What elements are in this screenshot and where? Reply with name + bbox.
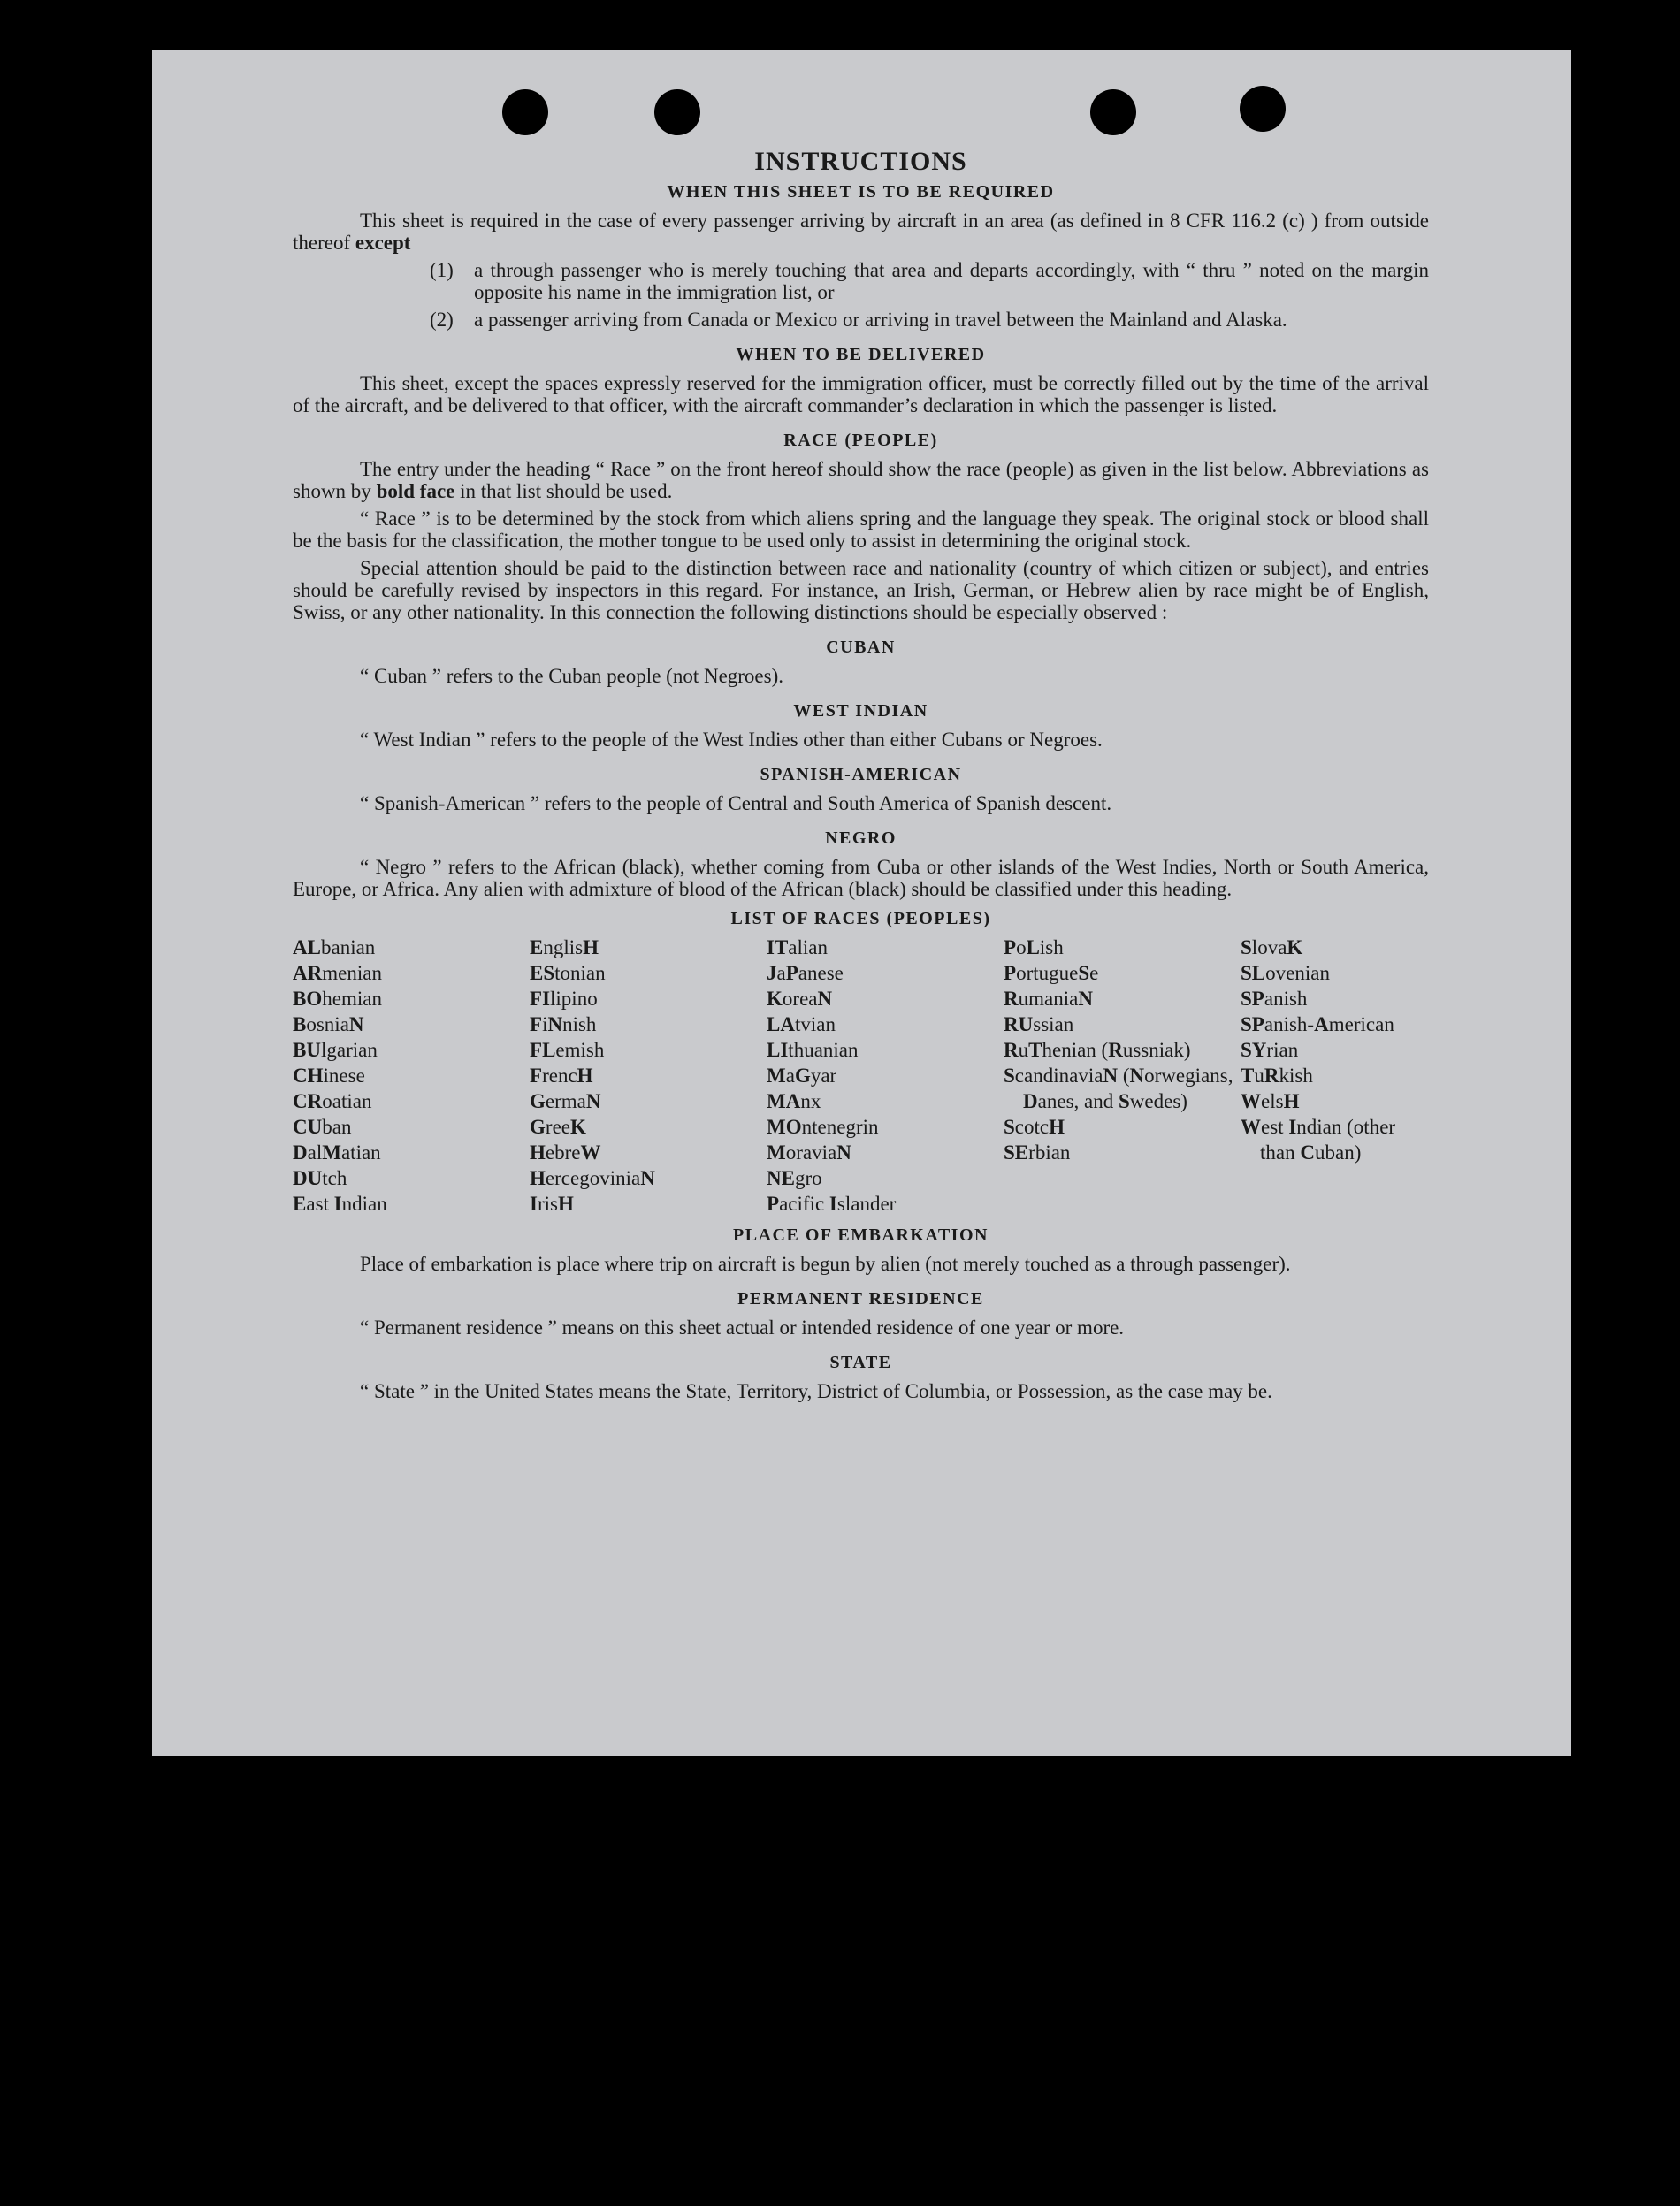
paragraph-race-1 [293,458,1429,502]
race-entry: KoreaN [767,988,833,1010]
race-entry: ScandinaviaN (Norwegians, Danes, and Swedes) [1004,1065,1233,1112]
race-entry: SlovaK [1241,936,1303,958]
race-entry: FiNnish [530,1013,597,1035]
punch-hole [654,89,700,135]
text-run: The entry under the heading “ Race ” on the front hereof should show the race (people) as given in the list below. Abbreviations as shown by [293,458,1429,502]
section-heading-when-delivered: WHEN TO BE DELIVERED [736,345,986,364]
item-text: a through passenger who is merely touching that area and departs accordingly, with “ thru ” noted on the margin opposite his name in the immigration list, or [474,259,1429,303]
race-entry: HercegoviniaN [530,1167,655,1189]
races-column [530,935,767,1217]
section-heading-list-of-races: LIST OF RACES (PEOPLES) [730,909,991,928]
race-entry: SYrian [1241,1039,1299,1061]
race-entry: PortugueSe [1004,962,1099,984]
race-entry: CUban [293,1116,352,1138]
race-entry: MAnx [767,1090,821,1112]
race-entry: GermaN [530,1090,601,1112]
race-entry: ALbanian [293,936,376,958]
race-entry: MOntenegrin [767,1116,879,1138]
punch-hole [502,89,548,135]
paragraph-when-required [293,210,1429,254]
section-heading-cuban: CUBAN [826,637,896,657]
race-entry: RuThenian (Russniak) [1004,1039,1191,1061]
punch-hole [1240,86,1286,132]
paragraph-state: “ State ” in the United States means the State, Territory, District of Columbia, or Possession, as the case may be. [360,1380,1272,1402]
race-entry: CRoatian [293,1090,372,1112]
race-entry: DUtch [293,1167,347,1189]
list-item [430,309,1429,331]
race-entry: GreeK [530,1116,586,1138]
bold-text: except [355,232,411,254]
punch-hole [1090,89,1136,135]
race-entry: DalMatian [293,1141,381,1164]
list-item [430,259,1429,303]
race-entry: East Indian [293,1193,387,1215]
races-list [293,935,1429,1217]
race-entry: SPanish-American [1241,1013,1394,1035]
bold-text: bold face [376,480,455,502]
race-entry: FrencH [530,1065,593,1087]
race-entry: SPanish [1241,988,1308,1010]
races-column [767,935,1004,1217]
page-title: INSTRUCTIONS [754,147,967,176]
race-entry: BUlgarian [293,1039,378,1061]
race-entry: PoLish [1004,936,1064,958]
races-column [1241,935,1429,1217]
paragraph-race-3: Special attention should be paid to the distinction between race and nationality (country of which citizen or subject), and entries should be carefully revised by inspectors in this regard. For instance, an Irish, German, or Hebrew alien by race might be of English, Swiss, or any other nationality. In this connection the following distinctions should be especially observed : [293,557,1429,623]
race-entry: LAtvian [767,1013,836,1035]
race-entry: JaPanese [767,962,844,984]
race-entry: WelsH [1241,1090,1300,1112]
race-entry: TuRkish [1241,1065,1313,1087]
race-entry: ScotcH [1004,1116,1065,1138]
race-entry: West Indian (other than Cuban) [1241,1116,1396,1164]
section-heading-residence: PERMANENT RESIDENCE [737,1289,984,1309]
race-entry: EStonian [530,962,606,984]
race-entry: Pacific Islander [767,1193,897,1215]
paragraph-embarkation: Place of embarkation is place where trip on aircraft is begun by alien (not merely touched as a through passenger). [360,1253,1291,1275]
paragraph-west-indian: “ West Indian ” refers to the people of the West Indies other than either Cubans or Negroes. [360,729,1103,751]
text-run: in that list should be used. [460,480,673,502]
paragraph-residence: “ Permanent residence ” means on this sheet actual or intended residence of one year or more. [360,1317,1125,1339]
race-entry: MaGyar [767,1065,837,1087]
section-heading-west-indian: WEST INDIAN [793,701,928,721]
paragraph-negro: “ Negro ” refers to the African (black), whether coming from Cuba or other islands of the West Indies, North or South America, Europe, or Africa. Any alien with admixture of blood of the African (black) should be classified under this heading. [293,856,1429,900]
race-entry: ARmenian [293,962,382,984]
race-entry: SErbian [1004,1141,1071,1164]
document-sheet [152,50,1571,1756]
race-entry: FLemish [530,1039,605,1061]
section-heading-embarkation: PLACE OF EMBARKATION [733,1225,989,1245]
race-entry: RUssian [1004,1013,1074,1035]
section-heading-state: STATE [829,1353,892,1372]
document-body [293,147,1429,1402]
race-entry: LIthuanian [767,1039,859,1061]
race-entry: MoraviaN [767,1141,851,1164]
section-heading-spanish-american: SPANISH-AMERICAN [760,765,962,784]
race-entry: ITalian [767,936,829,958]
text-run: This sheet is required in the case of every passenger arriving by aircraft in an area (as defined in 8 CFR 116.2 (c) ) from outside thereof [293,210,1429,254]
race-entry: EnglisH [530,936,599,958]
paragraph-cuban: “ Cuban ” refers to the Cuban people (not Negroes). [360,665,784,687]
item-number: (2) [430,309,454,331]
section-heading-race: RACE (PEOPLE) [783,431,938,450]
item-number: (1) [430,259,454,281]
race-entry: IrisH [530,1193,574,1215]
section-heading-negro: NEGRO [825,828,897,848]
races-column [293,935,530,1217]
paragraph-race-2: “ Race ” is to be determined by the stock from which aliens spring and the language they speak. The original stock or blood shall be the basis for the classification, the mother tongue to be used only to assist in determining the original stock. [293,508,1429,552]
race-entry: SLovenian [1241,962,1330,984]
race-entry: HebreW [530,1141,601,1164]
race-entry: CHinese [293,1065,365,1087]
races-column [1004,935,1241,1217]
race-entry: RumaniaN [1004,988,1093,1010]
race-entry: FIlipino [530,988,598,1010]
race-entry: NEgro [767,1167,822,1189]
section-heading-when-required: WHEN THIS SHEET IS TO BE REQUIRED [667,182,1055,202]
race-entry: BOhemian [293,988,382,1010]
race-entry: BosniaN [293,1013,364,1035]
item-text: a passenger arriving from Canada or Mexico or arriving in travel between the Mainland and Alaska. [474,309,1287,331]
paragraph-spanish-american: “ Spanish-American ” refers to the people of Central and South America of Spanish descent. [360,792,1112,814]
paragraph-when-delivered: This sheet, except the spaces expressly reserved for the immigration officer, must be correctly filled out by the time of the arrival of the aircraft, and be delivered to that officer, with the aircraft commander’s declaration in which the passenger is listed. [293,372,1429,416]
